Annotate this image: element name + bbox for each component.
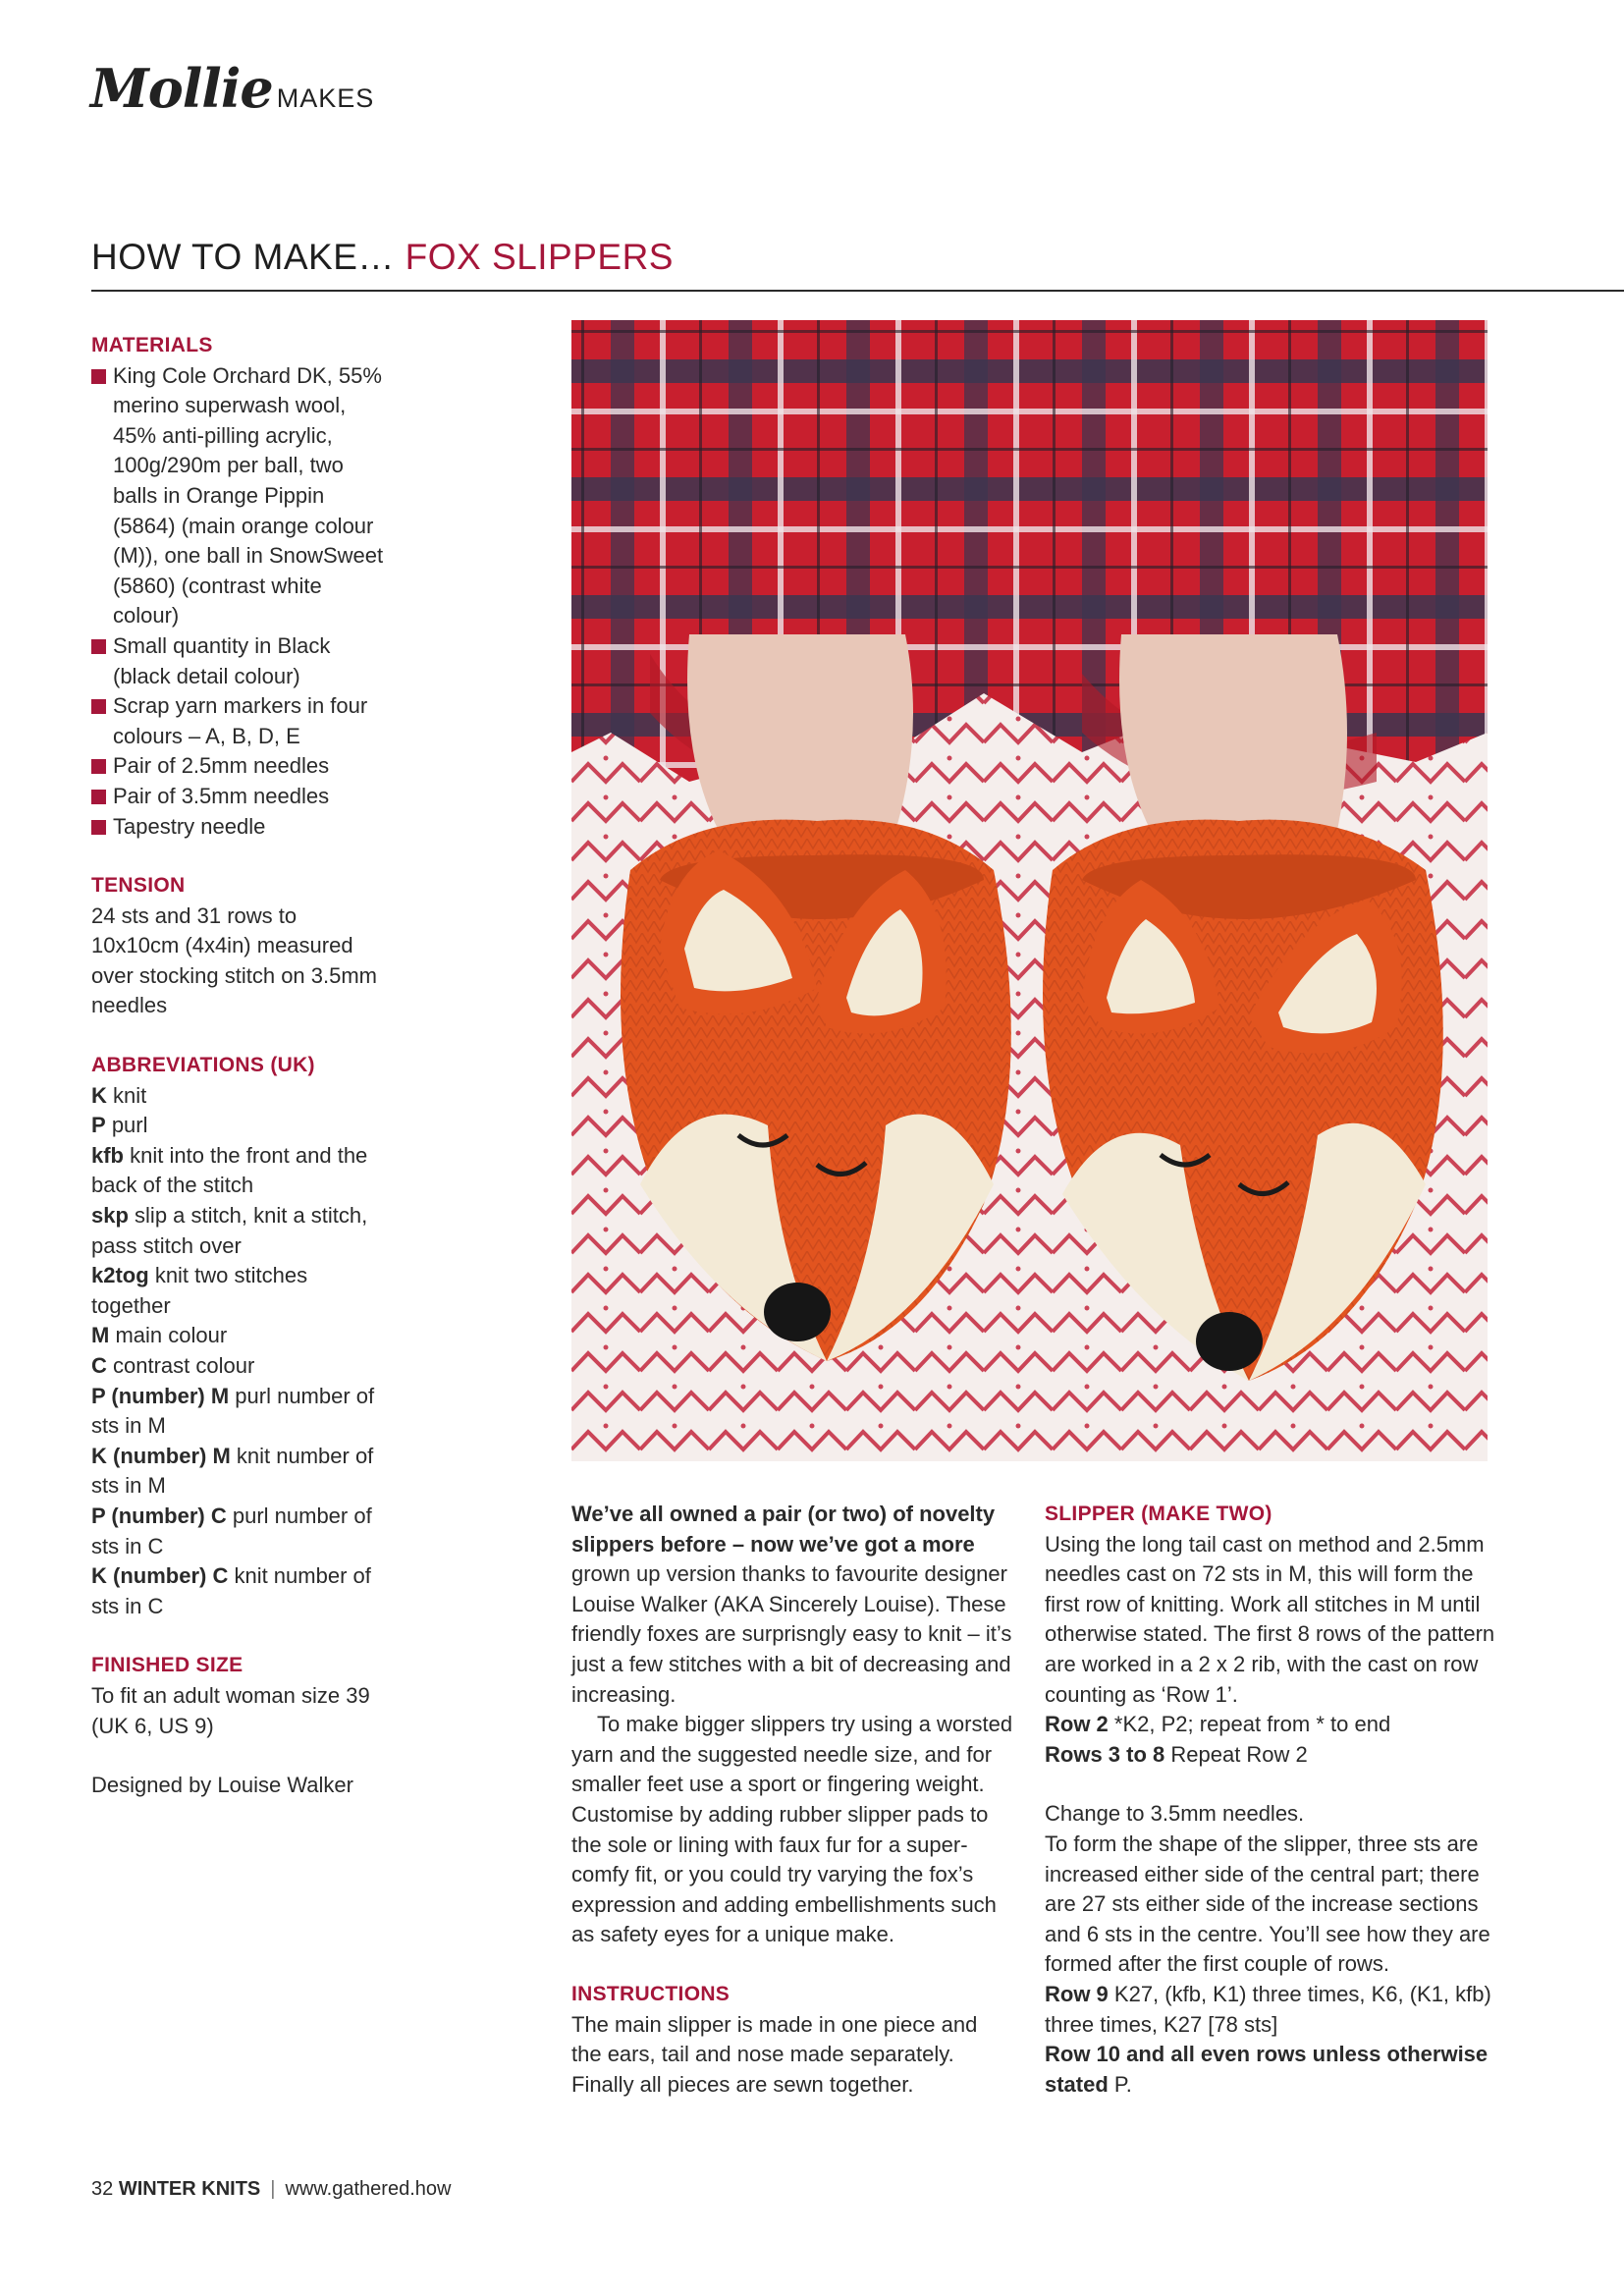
row-10-text: P.: [1108, 2071, 1132, 2097]
abbreviation-row: [91, 1321, 386, 1351]
intro-paragraph: [571, 1500, 1013, 1710]
page-footer: 32 WINTER KNITS | www.gathered.how: [91, 2178, 452, 2200]
instructions-text: The main slipper is made in one piece and the ears, tail and nose made separately. Finally all pieces are sewn together.: [571, 2011, 978, 2097]
page-number: 32: [91, 2178, 114, 2200]
abbreviation-def: main colour: [115, 1323, 228, 1348]
abbreviation-row: [91, 1111, 386, 1141]
row-2-text: *K2, P2; repeat from * to end: [1108, 1712, 1391, 1737]
finished-size-text: To fit an adult woman size 39 (UK 6, US 9): [91, 1682, 370, 1738]
abbreviation-term: K (number) M: [91, 1443, 231, 1468]
abbreviation-def: contrast colour: [113, 1353, 255, 1378]
materials-item: King Cole Orchard DK, 55% merino superwash wool, 45% anti-pilling acrylic, 100g/290m per ball, two balls in Orange Pippin (5864) (main orange colour (M)), one ball in SnowSweet (5860) (contrast white colour): [91, 361, 386, 631]
slipper-heading: SLIPPER (MAKE TWO): [1045, 1503, 1272, 1525]
abbreviations-list: [91, 1081, 386, 1622]
materials-item: Pair of 3.5mm needles: [91, 782, 386, 812]
abbreviation-def: knit: [113, 1082, 147, 1108]
abbreviation-row: [91, 1141, 386, 1201]
instructions-heading: INSTRUCTIONS: [571, 1982, 731, 2005]
abbreviation-row: [91, 1382, 386, 1442]
slipper-paragraph-2: To form the shape of the slipper, three sts are increased either side of the central part; there are 27 sts either side of the increase sections and 6 sts in the centre. You’ll see how they are formed after the first couple of rows.: [1045, 1831, 1490, 1977]
row-10-label: Row 10 and all even rows unless otherwise stated: [1045, 2042, 1489, 2097]
brand-word: MAKES: [276, 83, 375, 113]
row-10: [1045, 2040, 1506, 2100]
abbreviation-def: knit number of sts in M: [91, 1443, 374, 1499]
abbreviation-row: [91, 1442, 386, 1502]
brand-logo: [90, 57, 374, 120]
abbreviation-term: P (number) C: [91, 1503, 227, 1528]
abbreviation-term: kfb: [91, 1142, 124, 1168]
abbreviation-row: [91, 1561, 386, 1621]
abbreviation-term: M: [91, 1323, 110, 1348]
abbreviation-row: [91, 1081, 386, 1112]
abbreviation-term: P (number) M: [91, 1383, 230, 1408]
materials-heading: MATERIALS: [91, 334, 213, 356]
abbreviation-row: [91, 1201, 386, 1261]
abbreviation-term: K: [91, 1082, 107, 1108]
website-link[interactable]: www.gathered.how: [285, 2178, 452, 2200]
slipper-paragraph-1: Using the long tail cast on method and 2.5mm needles cast on 72 sts in M, this will form the first row of knitting. Work all stitches in M until otherwise stated. The first 8 rows of the pattern are worked in a 2 x 2 rib, with the cast on row counting as ‘Row 1’.: [1045, 1531, 1495, 1707]
materials-item: Pair of 2.5mm needles: [91, 751, 386, 782]
materials-item: Small quantity in Black (black detail colour): [91, 631, 386, 691]
materials-list: [91, 361, 386, 843]
row-2-label: Row 2: [1045, 1712, 1109, 1737]
slipper-column: [1045, 1500, 1506, 2100]
abbreviation-row: [91, 1351, 386, 1382]
abbreviation-term: K (number) C: [91, 1563, 229, 1589]
intro-lead: We’ve all owned a pair (or two) of novelty slippers before – now we’ve got a more: [571, 1502, 996, 1557]
abbreviation-def: purl: [111, 1113, 148, 1138]
intro-body: grown up version thanks to favourite designer Louise Walker (AKA Sincerely Louise). These friendly foxes are surprisngly easy to knit – it’s just a few stitches with a bit of decreasing and increasing.: [571, 1561, 1012, 1707]
title-name: FOX SLIPPERS: [405, 237, 674, 277]
fox-slippers-photo: [571, 320, 1488, 1461]
abbreviation-def: knit two stitches together: [91, 1263, 308, 1318]
abbreviation-row: [91, 1261, 386, 1321]
row-9: [1045, 1980, 1506, 2040]
rows-3-8-label: Rows 3 to 8: [1045, 1741, 1165, 1767]
row-2: [1045, 1710, 1506, 1740]
materials-item: Scrap yarn markers in four colours – A, B, D, E: [91, 691, 386, 751]
abbreviation-def: knit into the front and the back of the stitch: [91, 1142, 368, 1198]
abbreviation-def: slip a stitch, knit a stitch, pass stitch over: [91, 1203, 368, 1258]
sidebar: [91, 331, 386, 1801]
intro-paragraph-2: To make bigger slippers try using a worsted yarn and the suggested needle size, and for smaller feet use a sport or fingering weight. Customise by adding rubber slipper pads to the sole or lining with faux fur for a super-comfy fit, or you could try varying the fox’s expression and adding embellishments such as safety eyes for a unique make.: [571, 1712, 1013, 1947]
abbreviation-row: [91, 1502, 386, 1561]
designer-credit: Designed by Louise Walker: [91, 1773, 353, 1798]
abbreviation-term: k2tog: [91, 1263, 149, 1288]
abbreviation-def: purl number of sts in M: [91, 1383, 375, 1439]
rows-3-8: [1045, 1740, 1506, 1771]
abbreviations-heading: ABBREVIATIONS (UK): [91, 1054, 315, 1077]
abbreviation-term: P: [91, 1113, 106, 1138]
title-prefix: HOW TO MAKE…: [91, 237, 395, 277]
intro-column: [571, 1500, 1013, 2100]
materials-item: Tapestry needle: [91, 812, 386, 843]
tension-heading: TENSION: [91, 874, 186, 898]
brand-script: Mollie: [90, 57, 273, 120]
finished-size-heading: FINISHED SIZE: [91, 1654, 244, 1677]
abbreviation-def: knit number of sts in C: [91, 1563, 371, 1618]
row-9-text: K27, (kfb, K1) three times, K6, (K1, kfb) three times, K27 [78 sts]: [1045, 1981, 1491, 2037]
tension-text: 24 sts and 31 rows to 10x10cm (4x4in) measured over stocking stitch on 3.5mm needles: [91, 902, 378, 1018]
abbreviation-def: purl number of sts in C: [91, 1503, 372, 1558]
page-title: [91, 237, 674, 278]
row-9-label: Row 9: [1045, 1981, 1109, 2006]
abbreviation-term: C: [91, 1353, 107, 1378]
needle-change: Change to 3.5mm needles.: [1045, 1801, 1305, 1827]
rows-3-8-text: Repeat Row 2: [1164, 1741, 1308, 1767]
magazine-name: WINTER KNITS: [118, 2178, 261, 2200]
title-divider: [91, 290, 1624, 292]
abbreviation-term: skp: [91, 1203, 129, 1229]
